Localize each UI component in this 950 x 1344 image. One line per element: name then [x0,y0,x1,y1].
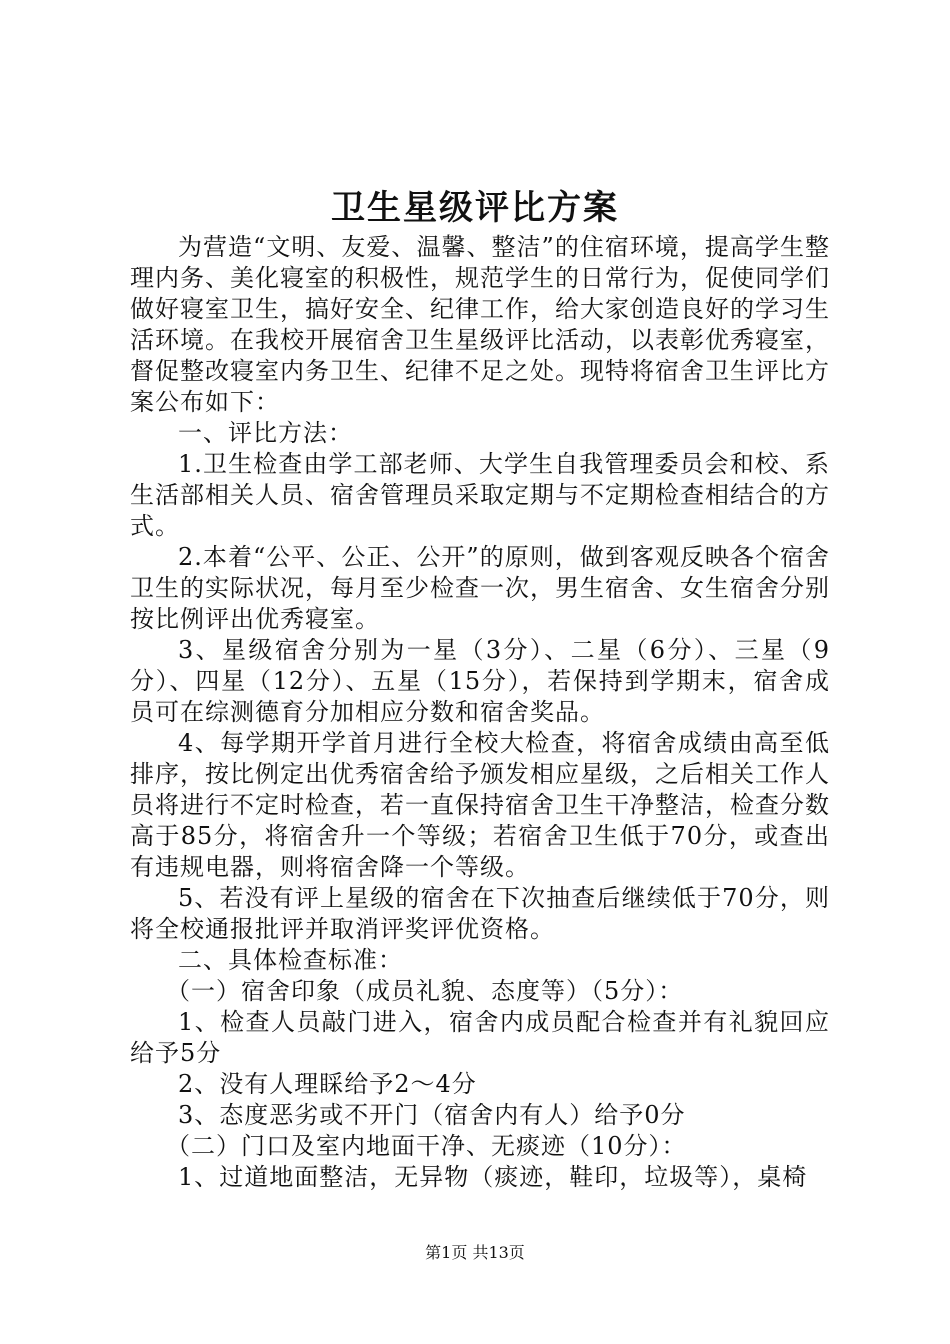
paragraph-impression-3: 3、态度恶劣或不开门（宿舍内有人）给予0分 [178,1101,686,1129]
paragraph-impression-2: 2、没有人理睬给予2～4分 [178,1070,477,1098]
subsection-heading-floor-cleanliness: （二）门口及室内地面干净、无痰迹（10分）： [166,1132,687,1160]
paragraph-item-3: 3、星级宿舍分别为一星（3分）、二星（6分）、三星（9分）、四星（12分）、五星（15分），若保持到学期末，宿舍成员可在综测德育分加相应分数和宿舍奖品。 [130,636,830,726]
paragraph-impression-1: 1、检查人员敲门进入，宿舍内成员配合检查并有礼貌回应给予5分 [130,1008,830,1067]
section-heading-evaluation-method: 一、评比方法： [178,419,353,447]
section-heading-inspection-standards: 二、具体检查标准： [178,946,403,974]
document-title: 卫生星级评比方案 [331,188,619,228]
paragraph-item-2: 2.本着“公平、公正、公开”的原则，做到客观反映各个宿舍卫生的实际状况，每月至少检查一次，男生宿舍、女生宿舍分别按比例评出优秀寝室。 [130,543,830,633]
paragraph-intro: 为营造“文明、友爱、温馨、整洁”的住宿环境，提高学生整理内务、美化寝室的积极性，规范学生的日常行为，促使同学们做好寝室卫生，搞好安全、纪律工作，给大家创造良好的学习生活环境。在我校开展宿舍卫生星级评比活动，以表彰优秀寝室，督促整改寝室内务卫生、纪律不足之处。现特将宿舍卫生评比方案公布如下： [130,233,830,416]
page-footer: 第1页 共13页 [425,1243,525,1262]
paragraph-item-5: 5、若没有评上星级的宿舍在下次抽查后继续低于70分，则将全校通报批评并取消评奖评优资格。 [130,884,830,943]
paragraph-item-4: 4、每学期开学首月进行全校大检查，将宿舍成绩由高至低排序，按比例定出优秀宿舍给予颁发相应星级，之后相关工作人员将进行不定时检查，若一直保持宿舍卫生干净整洁，检查分数高于85分，将宿舍升一个等级；若宿舍卫生低于70分，或查出有违规电器，则将宿舍降一个等级。 [130,729,830,881]
paragraph-floor-1: 1、过道地面整洁，无异物（痰迹，鞋印，垃圾等），桌椅 [178,1163,808,1191]
subsection-heading-dorm-impression: （一）宿舍印象（成员礼貌、态度等）（5分）： [166,977,684,1005]
paragraph-item-1: 1.卫生检查由学工部老师、大学生自我管理委员会和校、系生活部相关人员、宿舍管理员采取定期与不定期检查相结合的方式。 [130,450,830,540]
document-body [130,232,830,1193]
